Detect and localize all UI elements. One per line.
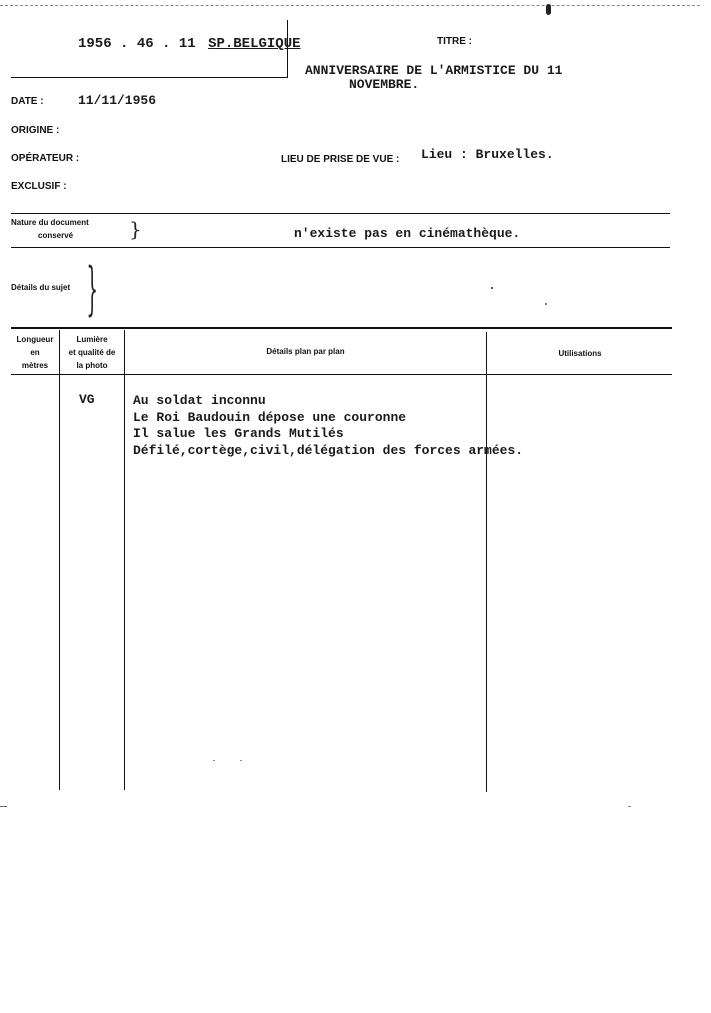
reference-number xyxy=(78,36,301,52)
header-lumiere-line1: Lumière xyxy=(76,335,108,344)
dot-mark-2 xyxy=(240,760,242,761)
table-header-bottom-line xyxy=(11,374,672,375)
nature-value: n'existe pas en cinémathèque. xyxy=(294,226,521,241)
header-longueur-line3: mètres xyxy=(21,361,49,370)
header-longueur xyxy=(11,333,59,372)
nature-bottom-line xyxy=(11,247,670,248)
reference-source: SP.BELGIQUE xyxy=(208,36,301,52)
origine-label: ORIGINE : xyxy=(11,125,60,136)
date-label: DATE : xyxy=(11,96,44,107)
table-top-line xyxy=(11,327,672,329)
details-sujet-label: Détails du sujet xyxy=(11,283,71,292)
left-margin-mark xyxy=(0,806,7,807)
plan-line: Défilé,cortège,civil,délégation des forces armées. xyxy=(133,442,524,458)
reference-num1: 46 xyxy=(136,36,154,52)
exclusif-label: EXCLUSIF : xyxy=(11,181,67,192)
nature-top-line xyxy=(11,213,670,214)
details-sujet-brace: { xyxy=(86,256,98,323)
header-bottom-line xyxy=(11,77,288,78)
speck-mark-2 xyxy=(545,303,547,305)
reference-year: 1956 xyxy=(78,36,112,52)
dot-mark-3 xyxy=(628,806,631,807)
dot-mark xyxy=(213,760,215,761)
header-lumiere xyxy=(60,333,124,372)
nature-label-line2: conservé xyxy=(38,231,74,240)
plan-list xyxy=(133,393,523,459)
lieu-label: LIEU DE PRISE DE VUE : xyxy=(281,154,400,165)
reference-sep1: . xyxy=(120,36,129,52)
plan-line: Il salue les Grands Mutilés xyxy=(133,426,344,441)
reference-num2: 11 xyxy=(178,36,196,52)
lieu-value: Lieu : Bruxelles. xyxy=(421,147,554,162)
top-edge-line xyxy=(0,5,700,6)
table-col-divider-1 xyxy=(59,330,60,790)
header-longueur-line1: Longueur xyxy=(16,335,54,344)
reference-sep2: . xyxy=(162,36,171,52)
header-longueur-line2: en xyxy=(30,348,40,357)
operateur-label: OPÉRATEUR : xyxy=(11,153,80,164)
quality-value: VG xyxy=(79,392,95,407)
plan-line: Le Roi Baudouin dépose une couronne xyxy=(133,409,407,425)
header-details-plan: Détails plan par plan xyxy=(266,347,345,356)
header-utilisations: Utilisations xyxy=(558,349,602,358)
nature-label-line1: Nature du document xyxy=(11,218,89,227)
top-edge-mark xyxy=(546,4,551,15)
table-col-divider-2 xyxy=(124,330,125,790)
titre-label: TITRE : xyxy=(437,36,472,47)
date-value: 11/11/1956 xyxy=(78,93,157,108)
speck-mark xyxy=(491,287,493,289)
header-vertical-divider xyxy=(287,20,288,78)
plan-line: Au soldat inconnu xyxy=(133,393,266,408)
nature-brace: } xyxy=(129,217,142,241)
header-lumiere-line2: et qualité de xyxy=(68,348,116,357)
title-line1: ANNIVERSAIRE DE L'ARMISTICE DU 11 xyxy=(305,63,563,78)
title-line2: NOVEMBRE. xyxy=(349,77,420,92)
header-lumiere-line3: la photo xyxy=(76,361,108,370)
